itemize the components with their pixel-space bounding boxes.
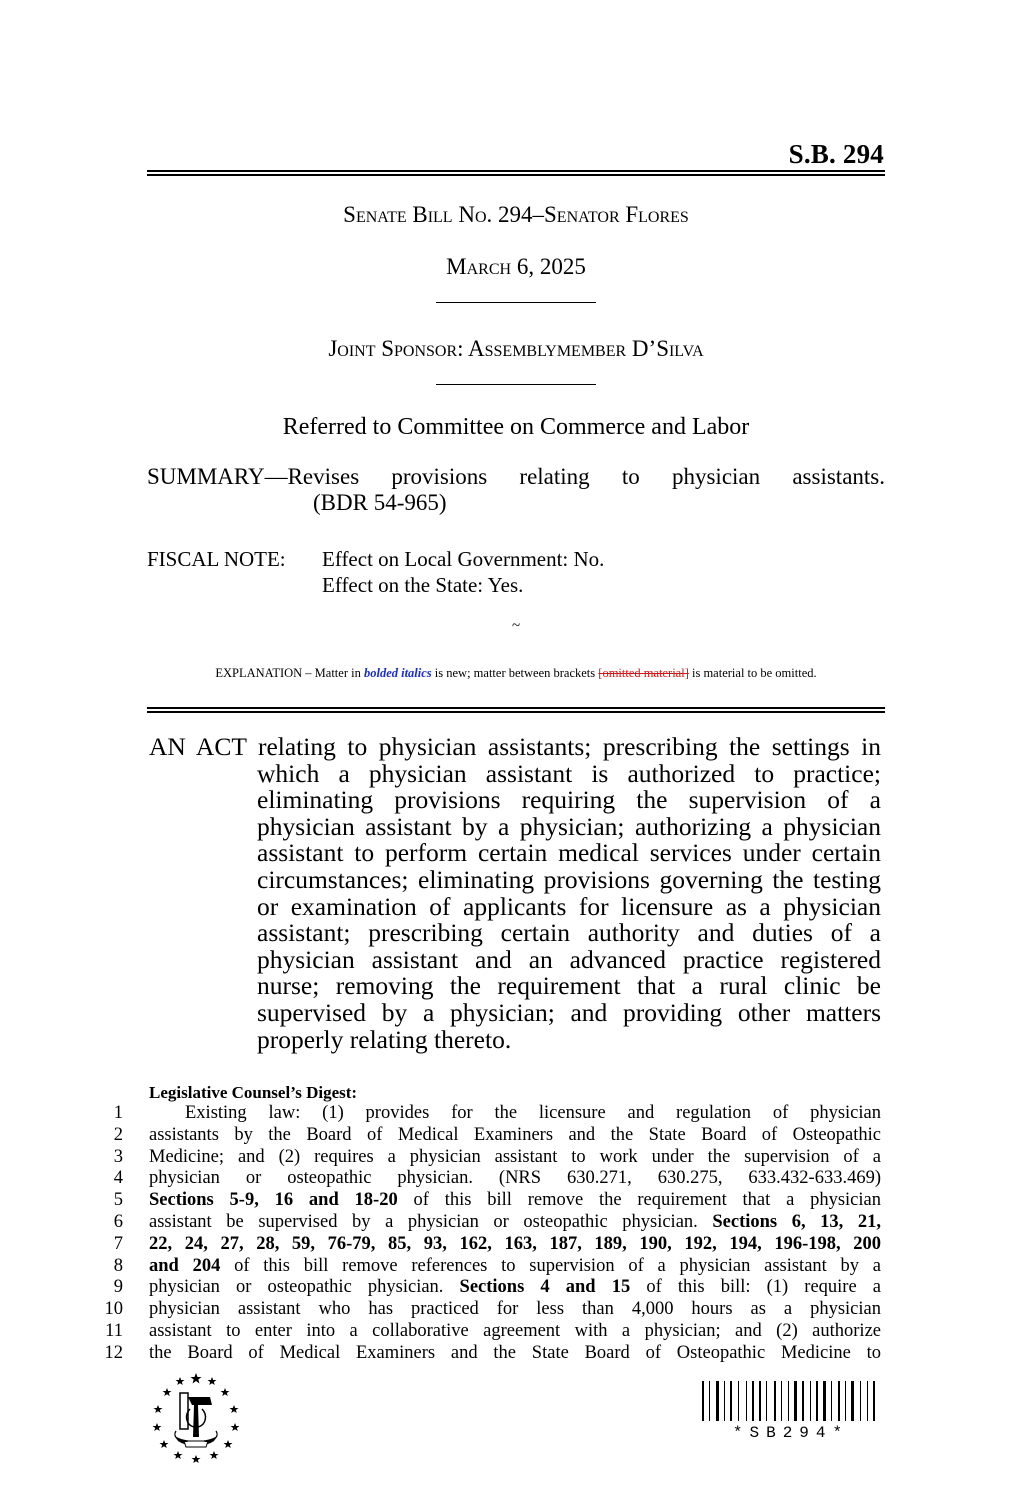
barcode-bar [709,1381,710,1421]
barcode-bar [813,1381,814,1421]
digest-segment: physician or osteopathic physician. [149,1277,460,1298]
top-double-rule [147,170,885,176]
digest-line [100,1212,881,1234]
digest-bold-segment: and 204 [149,1255,221,1276]
separator-rule [436,302,596,303]
committee-referral: Referred to Committee on Commerce and Labor [282,414,750,440]
new-matter-marker: bolded italics [363,666,432,680]
barcode-bar [727,1381,728,1421]
line-number: 2 [113,1124,123,1145]
digest-line [100,1190,881,1212]
digest-line [100,1168,881,1190]
barcode-bar [810,1381,811,1421]
summary-bdr: (BDR 54-965) [313,490,447,515]
act-title: AN ACT relating to physician assistants; prescribing the settings in which a physician assistant is authorized to practice; eliminating provisions requiring the supervision of a physician assistant by a physician; authorizing a physician assistant to perform certain medical services under certain circumstances; eliminating provisions governing the testing or examination of applicants for licensure as a physician assistant; prescribing certain authority and duties of a physician assistant and an advanced practice registered nurse; removing the requirement that a rural clinic be supervised by a physician; and providing other matters properly relating thereto. [149,732,881,1054]
digest-bold-segment: Sections 5-9, 16 and 18-20 [149,1190,398,1211]
barcode-bar [756,1381,757,1421]
digest-segment: assistant be supervised by a physician or osteopathic physician. [149,1211,713,1232]
line-number: 1 [113,1103,123,1123]
digest-segment: assistant to enter into a collaborative agreement with a physician; and (2) authorize [149,1320,881,1341]
barcode-bar [774,1381,776,1421]
digest-segment: Existing law: (1) provides for the licensure and regulation of physician [185,1103,881,1123]
barcode-bar [851,1381,854,1421]
line-number: 5 [113,1190,123,1211]
barcode-bar [828,1381,829,1421]
barcode-bar [823,1381,826,1421]
bill-barcode [702,1381,880,1442]
barcode-bar [716,1381,719,1421]
digest-line [100,1125,881,1147]
barcode-bar [721,1381,722,1421]
barcode-bar [877,1381,880,1421]
digest-heading: Legislative Counsel’s Digest: [149,1083,358,1102]
barcode-bar [838,1381,840,1421]
line-number: 6 [113,1211,123,1232]
barcode-bar [738,1381,739,1421]
explanation-prefix: EXPLANATION – Matter in [215,666,361,680]
barcode-bar [788,1381,789,1421]
barcode-text: *SB294* [732,1424,850,1442]
digest-line-text [149,1147,881,1169]
barcode-bar [842,1381,843,1421]
digest-line-text [149,1125,881,1147]
fiscal-note [147,546,604,598]
digest-line [100,1234,881,1256]
joint-sponsor: Joint Sponsor: Assemblymember D’Silva [328,336,704,361]
barcode-bar [702,1381,704,1421]
bill-summary [147,464,885,516]
barcode-bar [730,1381,732,1421]
barcode-bar [834,1381,836,1421]
summary-text: SUMMARY—Revises provisions relating to physician assistants. [147,464,885,489]
barcode-bar [845,1381,846,1421]
barcode-bar [769,1381,772,1421]
digest-line [100,1147,881,1169]
barcode-bars [702,1381,880,1421]
digest-line-text [149,1343,881,1365]
barcode-bar [791,1381,792,1421]
line-number: 9 [113,1277,123,1298]
barcode-bar [794,1381,797,1421]
digest-line-text [149,1212,881,1234]
barcode-bar [778,1381,779,1421]
barcode-bar [706,1381,707,1421]
barcode-bar [741,1381,744,1421]
digest-line [100,1321,881,1343]
digest-segment: physician assistant who has practiced for less than 4,000 hours as a physician [149,1299,881,1320]
barcode-bar [763,1381,764,1421]
digest-segment: physician or osteopathic physician. (NRS 630.271, 630.275, 633.432-633.469) [149,1168,881,1189]
barcode-bar [856,1381,858,1421]
barcode-bar [759,1381,761,1421]
barcode-bar [848,1381,849,1421]
digest-line-text [149,1168,881,1190]
digest-segment: Medicine; and (2) requires a physician assistant to work under the supervision of a [149,1146,881,1167]
barcode-bar [831,1381,832,1421]
tilde-mark: ~ [511,618,521,634]
barcode-bar [712,1381,714,1421]
line-number: 10 [104,1299,123,1320]
digest-body [100,1103,881,1365]
digest-line-text [149,1190,881,1212]
digest-bold-segment: 22, 24, 27, 28, 59, 76-79, 85, 93, 162, 163, 187, 189, 190, 192, 194, 196-198, 200 [149,1233,881,1254]
barcode-bar [802,1381,804,1421]
explanation-middle: is new; matter between brackets [434,666,596,680]
digest-segment: of this bill remove the requirement that a physician [397,1190,881,1211]
line-number: 4 [113,1168,123,1189]
separator-rule [436,384,596,385]
explanation-suffix: is material to be omitted. [692,666,817,680]
digest-line-text [149,1256,881,1278]
line-number: 8 [113,1255,123,1276]
digest-segment: assistants by the Board of Medical Examiners and the State Board of Osteopathic [149,1124,881,1145]
line-number: 3 [113,1146,123,1167]
barcode-bar [746,1381,747,1421]
digest-line [100,1256,881,1278]
barcode-bar [863,1381,865,1421]
bill-title-line: Senate Bill No. 294–Senator Flores [343,202,689,227]
barcode-bar [734,1381,736,1421]
digest-segment: the Board of Medical Examiners and the State Board of Osteopathic Medicine to [149,1342,881,1363]
digest-line-text [149,1234,881,1256]
barcode-bar [752,1381,754,1421]
bill-date: March 6, 2025 [446,254,586,279]
digest-line [100,1277,881,1299]
section-double-rule [147,707,885,713]
barcode-bar [870,1381,871,1421]
fiscal-note-label: FISCAL NOTE: [147,547,286,571]
barcode-bar [867,1381,868,1421]
nevada-state-seal-icon [150,1371,242,1463]
fiscal-state-effect: Effect on the State: Yes. [322,573,524,597]
digest-bold-segment: Sections 4 and 15 [459,1277,631,1298]
bill-number: S.B. 294 [788,139,884,169]
digest-bold-segment: Sections 6, 13, 21, [712,1211,881,1232]
barcode-bar [784,1381,786,1421]
barcode-bar [799,1381,800,1421]
digest-line [100,1103,881,1125]
line-number: 12 [104,1342,123,1363]
digest-line-text [149,1103,881,1125]
barcode-bar [820,1381,821,1421]
barcode-bar [806,1381,808,1421]
digest-segment: of this bill remove references to supervision of a physician assistant by a [220,1255,881,1276]
barcode-bar [781,1381,782,1421]
barcode-bar [766,1381,767,1421]
fiscal-local-effect: Effect on Local Government: No. [322,547,605,571]
line-number: 11 [105,1320,123,1341]
digest-segment: of this bill: (1) require a [630,1277,881,1298]
digest-line-text [149,1277,881,1299]
barcode-bar [860,1381,861,1421]
digest-line [100,1343,881,1365]
line-number: 7 [113,1233,123,1254]
barcode-bar [873,1381,875,1421]
digest-line-text [149,1321,881,1343]
barcode-bar [816,1381,818,1421]
digest-line [100,1299,881,1321]
barcode-bar [724,1381,725,1421]
digest-line-text [149,1299,881,1321]
barcode-bar [749,1381,750,1421]
explanation-note [147,666,885,681]
omitted-matter-marker: [omitted material] [598,666,689,680]
